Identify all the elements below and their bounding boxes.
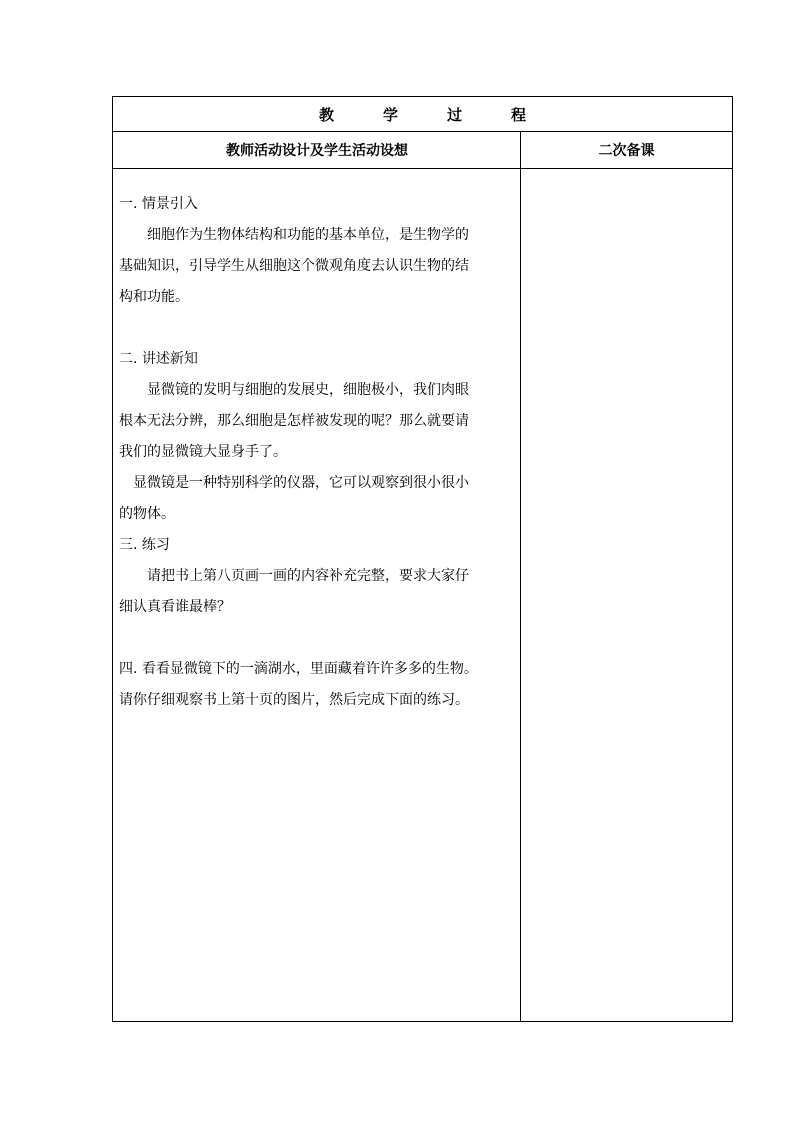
paragraph-line: 我们的显微镜大显身手了。 <box>119 444 287 460</box>
column-divider <box>520 132 521 1021</box>
section-heading: 四. 看看显微镜下的一滴湖水，里面藏着许许多多的生物。 <box>119 661 478 677</box>
paragraph-line: 的物体。 <box>119 506 175 522</box>
title-char: 学 <box>382 105 398 124</box>
title-char: 程 <box>510 105 526 124</box>
paragraph-line: 显微镜的发明与细胞的发展史，细胞极小，我们肉眼 <box>147 382 469 398</box>
column-header-activities: 教师活动设计及学生活动设想 <box>226 143 408 159</box>
paragraph-line: 请你仔细观察书上第十页的图片，然后完成下面的练习。 <box>119 692 469 708</box>
blank-line <box>119 623 515 654</box>
table-header-row <box>113 132 732 169</box>
paragraph-line: 显微镜是一种特别科学的仪器，它可以观察到很小很小 <box>133 475 469 491</box>
paragraph-line: 细胞作为生物体结构和功能的基本单位，是生物学的 <box>147 227 469 243</box>
section-heading: 三. 练习 <box>119 537 170 553</box>
paragraph-line: 基础知识，引导学生从细胞这个微观角度去认识生物的结 <box>119 258 469 274</box>
paragraph-line: 根本无法分辨，那么细胞是怎样被发现的呢？那么就要请 <box>119 413 469 429</box>
section-heading: 一. 情景引入 <box>119 196 198 212</box>
paragraph-line: 细认真看谁最棒？ <box>119 599 231 615</box>
section-heading: 二. 讲述新知 <box>119 351 198 367</box>
title-char: 过 <box>446 105 462 124</box>
paragraph-line: 构和功能。 <box>119 289 189 305</box>
paragraph-line: 请把书上第八页画一画的内容补充完整，要求大家仔 <box>147 568 469 584</box>
activities-content <box>119 189 515 716</box>
title-char: 教 <box>318 105 334 124</box>
blank-line <box>119 313 515 344</box>
column-header-second-prep: 二次备课 <box>598 143 655 159</box>
lesson-table <box>112 96 733 1022</box>
table-title-row <box>113 97 732 132</box>
table-title <box>295 104 551 125</box>
